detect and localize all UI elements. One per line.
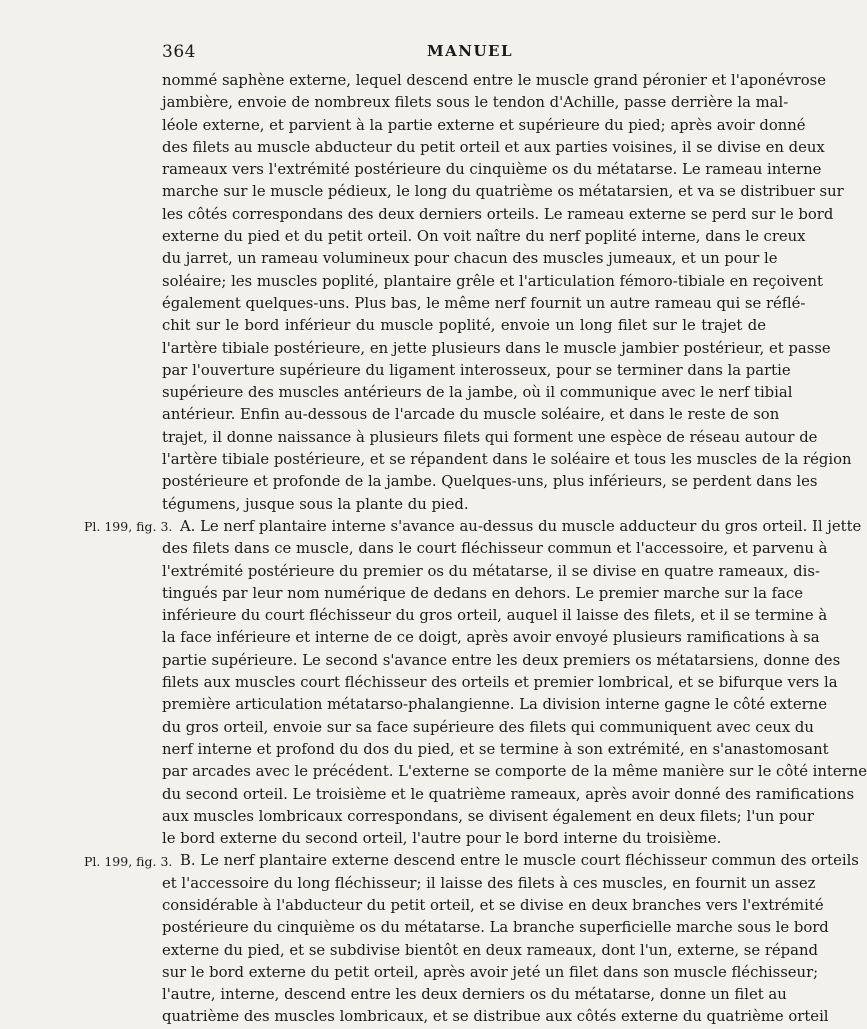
text-line: tingués par leur nom numérique de dedans en dehors. Le premier marche sur la face: [162, 584, 804, 602]
text-line: nommé saphène externe, lequel descend entre le muscle grand péronier et l'aponévrose: [162, 72, 827, 89]
text-line: A. Le nerf plantaire interne s'avance au-dessus du muscle adducteur du gros orteil. Il jette: [180, 517, 862, 535]
text-line: quatrième des muscles lombricaux, et se distribue aux côtés externe du quatrième orteil: [162, 1008, 829, 1026]
text-line: et l'accessoire du long fléchisseur; il laisse des filets à ces muscles, en fournit un assez: [162, 874, 816, 892]
text-line: marche sur le muscle pédieux, le long du quatrième os métatarsien, et va se distribuer sur: [162, 183, 844, 201]
text-line: sur le bord externe du petit orteil, après avoir jeté un filet dans son muscle fléchisseur;: [162, 963, 819, 981]
text-line: externe du pied, et se subdivise bientôt en deux rameaux, dont l'un, externe, se répand: [162, 941, 818, 959]
page-number: 364: [162, 42, 196, 62]
text-line: première articulation métatarso-phalangienne. La division interne gagne le côté externe: [162, 696, 827, 714]
text-line: également quelques-uns. Plus bas, le même nerf fournit un autre rameau qui se réflé-: [162, 294, 806, 312]
text-line: par l'ouverture supérieure du ligament interosseux, pour se terminer dans la partie: [162, 361, 791, 379]
text-line: du gros orteil, envoie sur sa face supérieure des filets qui communiquent avec ceux du: [162, 718, 814, 736]
text-line: postérieure du cinquième os du métatarse. La branche superficielle marche sous le bord: [162, 919, 829, 937]
text-line: l'artère tibiale postérieure, et se répandent dans le soléaire et tous les muscles de la région: [162, 451, 852, 469]
running-title: MANUEL: [427, 42, 514, 60]
text-line: du second orteil. Le troisième et le quatrième rameaux, après avoir donné des ramifications: [162, 785, 855, 803]
text-line: des filets au muscle abducteur du petit orteil et aux parties voisines, il se divise en deux: [162, 138, 825, 156]
text-line: partie supérieure. Le second s'avance entre les deux premiers os métatarsiens, donne des: [162, 651, 841, 669]
margin-note: Pl. 199, fig. 3.: [84, 853, 173, 869]
text-line: par arcades avec le précédent. L'externe se comporte de la même manière sur le côté interne: [162, 763, 867, 781]
text-line: considérable à l'abducteur du petit orteil, et se divise en deux branches vers l'extrémité: [162, 896, 824, 914]
text-line: chit sur le bord inférieur du muscle poplité, envoie un long filet sur le trajet de: [162, 317, 766, 335]
text-line: tégumens, jusque sous la plante du pied.: [162, 495, 469, 513]
text-line: filets aux muscles court fléchisseur des orteils et premier lombrical, et se bifurque vers la: [162, 674, 838, 692]
text-line: jambière, envoie de nombreux filets sous le tendon d'Achille, passe derrière la mal-: [162, 94, 789, 112]
text-line: la face inférieure et interne de ce doigt, après avoir envoyé plusieurs ramifications à sa: [162, 629, 820, 647]
text-line: supérieure des muscles antérieurs de la jambe, où il communique avec le nerf tibial: [162, 384, 793, 402]
margin-note: Pl. 199, fig. 3.: [84, 519, 173, 534]
text-line: B. Le nerf plantaire externe descend entre le muscle court fléchisseur commun des orteils: [180, 852, 859, 870]
text-line: le bord externe du second orteil, l'autre pour le bord interne du troisième.: [162, 830, 722, 848]
body-text: [162, 70, 867, 1029]
text-line: inférieure du court fléchisseur du gros orteil, auquel il laisse des filets, et il se termine à: [162, 607, 828, 625]
text-line: l'autre, interne, descend entre les deux derniers os du métatarse, donne un filet au: [162, 986, 787, 1004]
page-header: [162, 42, 762, 66]
text-line: l'extrémité postérieure du premier os du métatarse, il se divise en quatre rameaux, dis-: [162, 562, 820, 580]
text-line: les côtés correspondans des deux derniers orteils. Le rameau externe se perd sur le bord: [162, 205, 834, 223]
text-line: externe du pied et du petit orteil. On voit naître du nerf poplité interne, dans le creux: [162, 228, 806, 246]
text-line: aux muscles lombricaux correspondans, se divisent également en deux filets; l'un pour: [162, 807, 815, 825]
text-line: rameaux vers l'extrémité postérieure du cinquième os du métatarse. Le rameau interne: [162, 161, 822, 179]
text-line: des filets dans ce muscle, dans le court fléchisseur commun et l'accessoire, et parvenu à: [162, 540, 828, 558]
text-line: nerf interne et profond du dos du pied, et se termine à son extrémité, en s'anastomosant: [162, 740, 829, 758]
text-line: du jarret, un rameau volumineux pour chacun des muscles jumeaux, et un pour le: [162, 250, 778, 268]
text-line: postérieure et profonde de la jambe. Quelques-uns, plus inférieurs, se perdent dans les: [162, 473, 818, 491]
text-line: trajet, il donne naissance à plusieurs filets qui forment une espèce de réseau autour de: [162, 428, 818, 446]
text-line: antérieur. Enfin au-dessous de l'arcade du muscle soléaire, et dans le reste de son: [162, 406, 780, 424]
text-line: léole externe, et parvient à la partie externe et supérieure du pied; après avoir donné: [162, 116, 806, 134]
text-line: soléaire; les muscles poplité, plantaire grêle et l'articulation fémoro-tibiale en reçoivent: [162, 272, 823, 290]
text-line: l'artère tibiale postérieure, en jette plusieurs dans le muscle jambier postérieur, et passe: [162, 339, 831, 357]
